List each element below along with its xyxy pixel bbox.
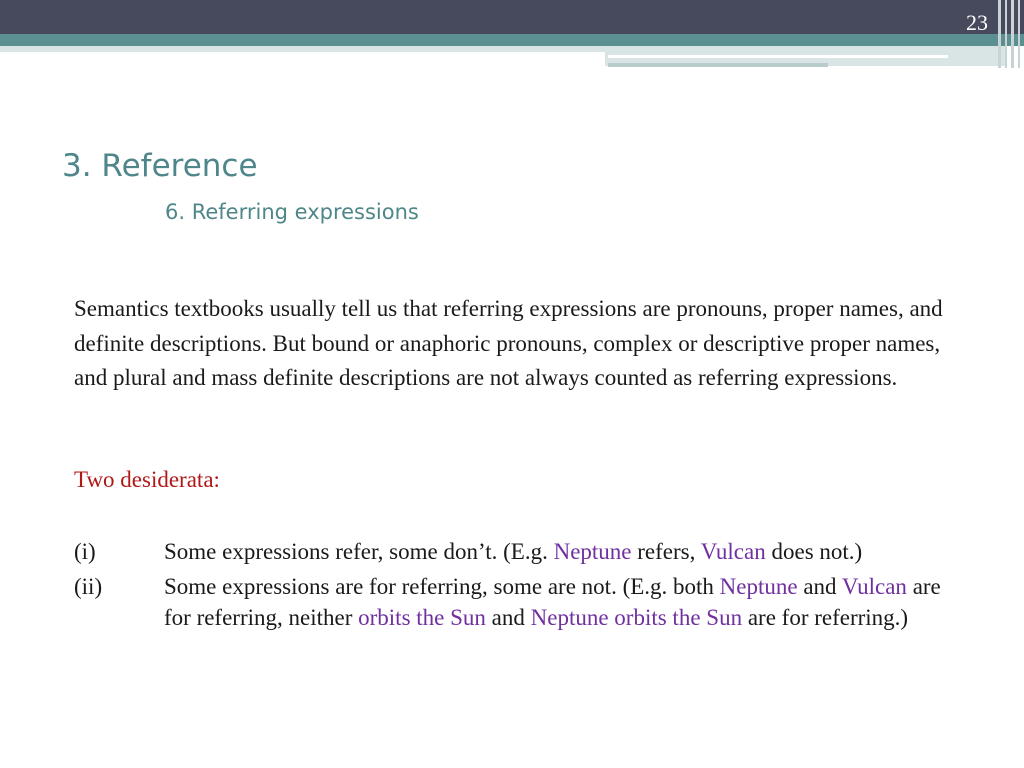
text-segment: does not.): [765, 539, 863, 564]
text-segment: refers,: [631, 539, 701, 564]
text-segment: Some expressions are for referring, some are not. (E.g. both: [164, 574, 720, 599]
term-neptune: Neptune: [553, 539, 632, 564]
term-vulcan: Vulcan: [700, 539, 766, 564]
text-segment: are for referring.): [742, 605, 909, 630]
term-orbits-the-sun: orbits the Sun: [358, 605, 486, 630]
slide-subtitle: 6. Referring expressions: [165, 200, 419, 224]
term-vulcan: Vulcan: [841, 574, 907, 599]
text-segment: are for referring, neither: [164, 574, 941, 630]
text-segment: and: [485, 605, 531, 630]
body-paragraph: Semantics textbooks usually tell us that referring expressions are pronouns, proper names, and definite descriptions. But bound or anaphoric pronouns, complex or descriptive proper names, and plural and mass definite descriptions are not always counted as referring expressions.: [74, 296, 943, 390]
list-item: [74, 536, 974, 567]
header-accent-line-2: [608, 63, 828, 67]
desiderata-heading: Two desiderata:: [74, 467, 220, 492]
header-light-band: [0, 46, 605, 52]
term-neptune: Neptune: [719, 574, 798, 599]
list-item: [74, 571, 974, 633]
list-item-text: [164, 571, 964, 633]
term-neptune-orbits-the-sun: Neptune orbits the Sun: [530, 605, 743, 630]
header-teal-band: [0, 34, 1024, 46]
header-vertical-lines: [998, 0, 1024, 68]
slide-number: 23: [966, 10, 988, 35]
text-segment: and: [797, 574, 842, 599]
text-segment: Some expressions refer, some don’t. (E.g.: [164, 539, 554, 564]
list-item-text: [164, 536, 964, 567]
list-marker: (i): [74, 539, 96, 564]
desiderata-list: [74, 536, 974, 637]
header-dark-bar: [0, 0, 1024, 34]
header-accent-line: [608, 55, 948, 58]
slide-title: 3. Reference: [62, 148, 258, 184]
list-marker: (ii): [74, 574, 103, 599]
